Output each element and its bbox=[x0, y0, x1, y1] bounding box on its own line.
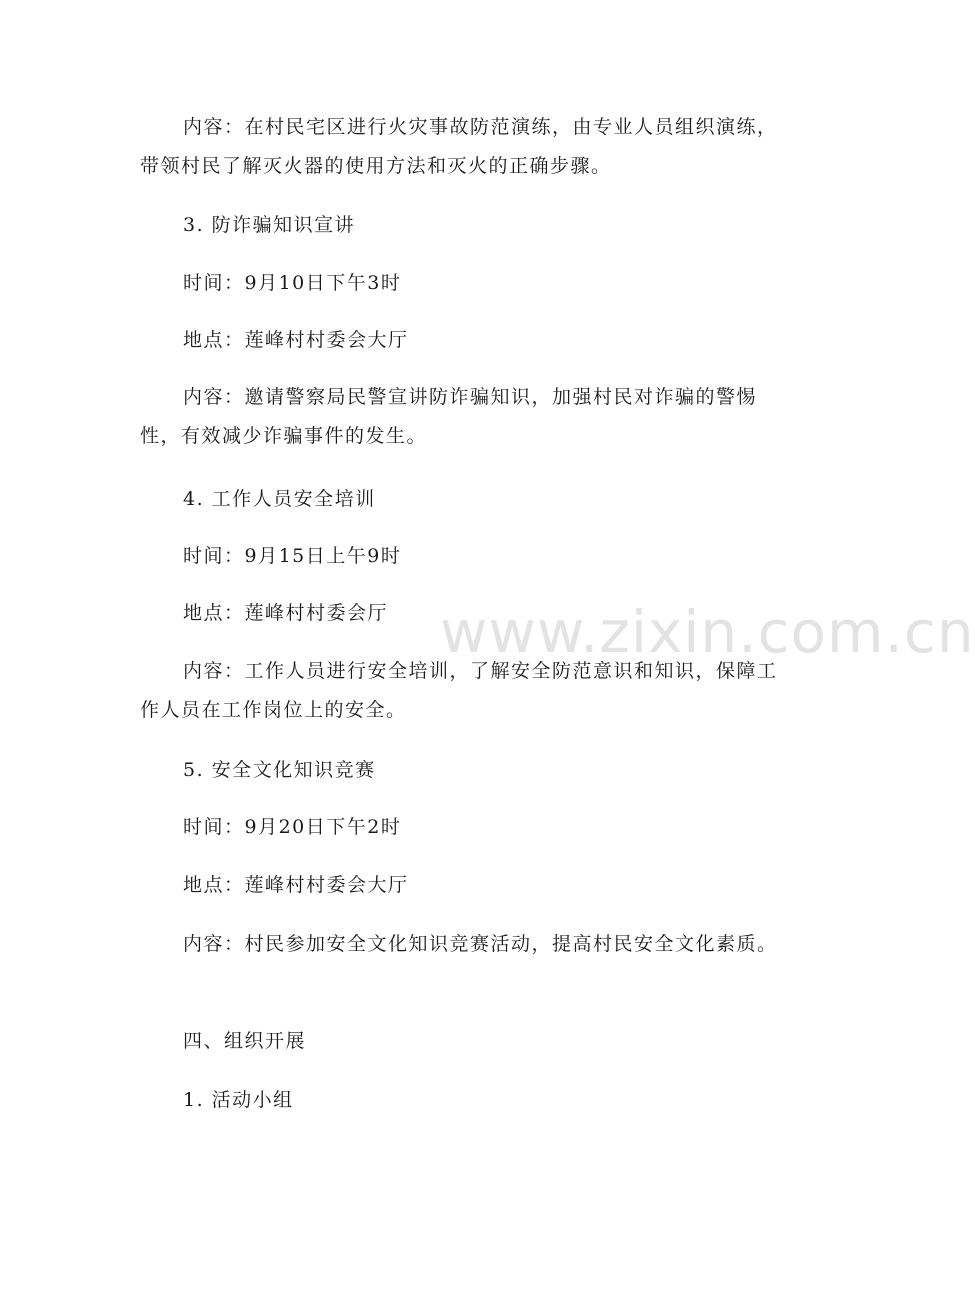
paragraph-anti-fraud-time: 时间：9月10日下午3时 bbox=[183, 272, 402, 294]
heading-safety-quiz: 5. 安全文化知识竞赛 bbox=[183, 759, 376, 781]
paragraph-staff-training-location: 地点：莲峰村村委会厅 bbox=[183, 602, 389, 624]
paragraph-fire-drill-content: 内容：在村民宅区进行火灾事故防范演练，由专业人员组织演练，带领村民了解灭火器的使用方法和灭火的正确步骤。 bbox=[140, 116, 778, 177]
paragraph-staff-training-content: 内容：工作人员进行安全培训，了解安全防范意识和知识，保障工作人员在工作岗位上的安全。 bbox=[140, 660, 778, 721]
section-heading-organization: 四、组织开展 bbox=[183, 1030, 307, 1052]
paragraph-anti-fraud-location: 地点：莲峰村村委会大厅 bbox=[183, 329, 409, 351]
paragraph-safety-quiz-location: 地点：莲峰村村委会大厅 bbox=[183, 874, 409, 896]
paragraph-staff-training-time: 时间：9月15日上午9时 bbox=[183, 545, 402, 567]
heading-staff-training: 4. 工作人员安全培训 bbox=[183, 488, 376, 510]
paragraph-safety-quiz-content: 内容：村民参加安全文化知识竞赛活动，提高村民安全文化素质。 bbox=[183, 933, 778, 955]
heading-anti-fraud: 3. 防诈骗知识宣讲 bbox=[183, 214, 356, 236]
watermark: www.zixin.com.cn bbox=[440, 598, 975, 666]
paragraph-anti-fraud-content: 内容：邀请警察局民警宣讲防诈骗知识，加强村民对诈骗的警惕性，有效减少诈骗事件的发生。 bbox=[140, 386, 758, 447]
paragraph-safety-quiz-time: 时间：9月20日下午2时 bbox=[183, 816, 402, 838]
subheading-activity-group: 1. 活动小组 bbox=[183, 1089, 294, 1111]
